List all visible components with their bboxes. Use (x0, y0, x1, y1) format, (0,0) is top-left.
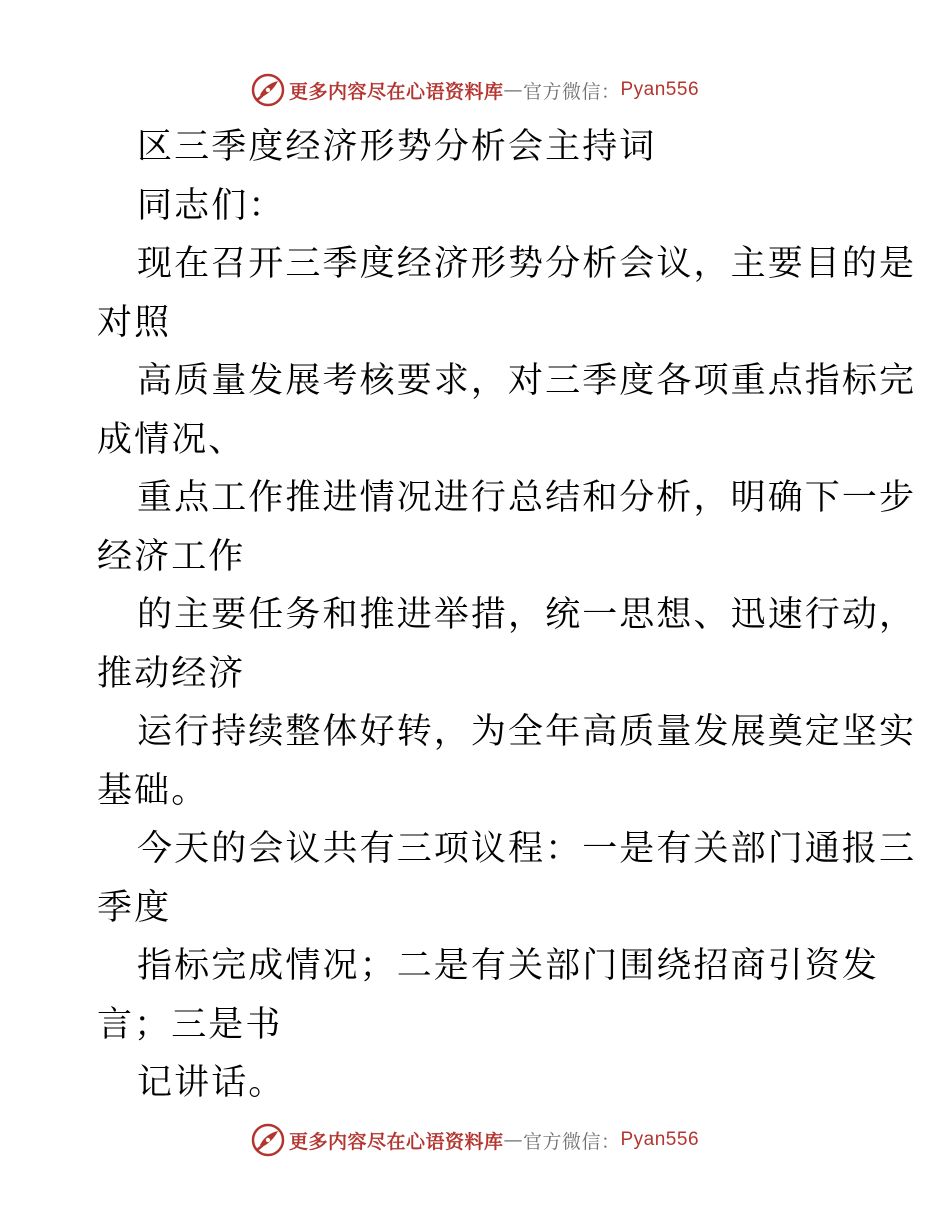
paragraph-line: 现在召开三季度经济形势分析会议，主要目的是 (137, 244, 917, 284)
document-title: 区三季度经济形势分析会主持词 (137, 127, 657, 167)
watermark-wechat-label: 官方微信： (522, 1130, 621, 1153)
paragraph-line: 的主要任务和推进举措，统一思想、迅速行动， (137, 595, 917, 635)
watermark-site-text: 更多内容尽在心语资料库 (288, 80, 504, 103)
watermark-wechat-label: 官方微信： (522, 80, 621, 103)
paragraph-line-wrap: 言；三是书 (97, 1004, 283, 1045)
paragraph-line: 今天的会议共有三项议程：一是有关部门通报三 (137, 829, 917, 869)
pen-nib-logo-icon (251, 1123, 285, 1157)
watermark-site-text: 更多内容尽在心语资料库 (288, 1130, 504, 1153)
header-watermark (0, 70, 950, 110)
paragraph-line-wrap: 经济工作 (97, 536, 246, 577)
paragraph-line: 重点工作推进情况进行总结和分析，明确下一步 (137, 478, 917, 518)
watermark-dash: — (503, 79, 523, 101)
watermark-wechat-id: Pyan556 (620, 1129, 700, 1150)
paragraph-line: 高质量发展考核要求，对三季度各项重点指标完 (137, 361, 917, 401)
paragraph-line-wrap: 基础。 (97, 770, 209, 811)
watermark-wechat-id: Pyan556 (620, 79, 700, 100)
paragraph-line: 指标完成情况；二是有关部门围绕招商引资发 (137, 946, 880, 986)
paragraph-line-wrap: 成情况、 (97, 419, 246, 460)
pen-nib-logo-icon (251, 73, 285, 107)
watermark-dash: — (503, 1129, 523, 1151)
salutation: 同志们： (137, 185, 286, 226)
paragraph-line-wrap: 推动经济 (97, 653, 246, 694)
paragraph-line-wrap: 对照 (97, 302, 172, 343)
paragraph-line: 运行持续整体好转，为全年高质量发展奠定坚实 (137, 712, 917, 752)
paragraph-line-wrap: 季度 (97, 887, 172, 928)
paragraph-line: 记讲话。 (137, 1063, 286, 1103)
footer-watermark (0, 1120, 950, 1160)
document-body (97, 118, 917, 1113)
